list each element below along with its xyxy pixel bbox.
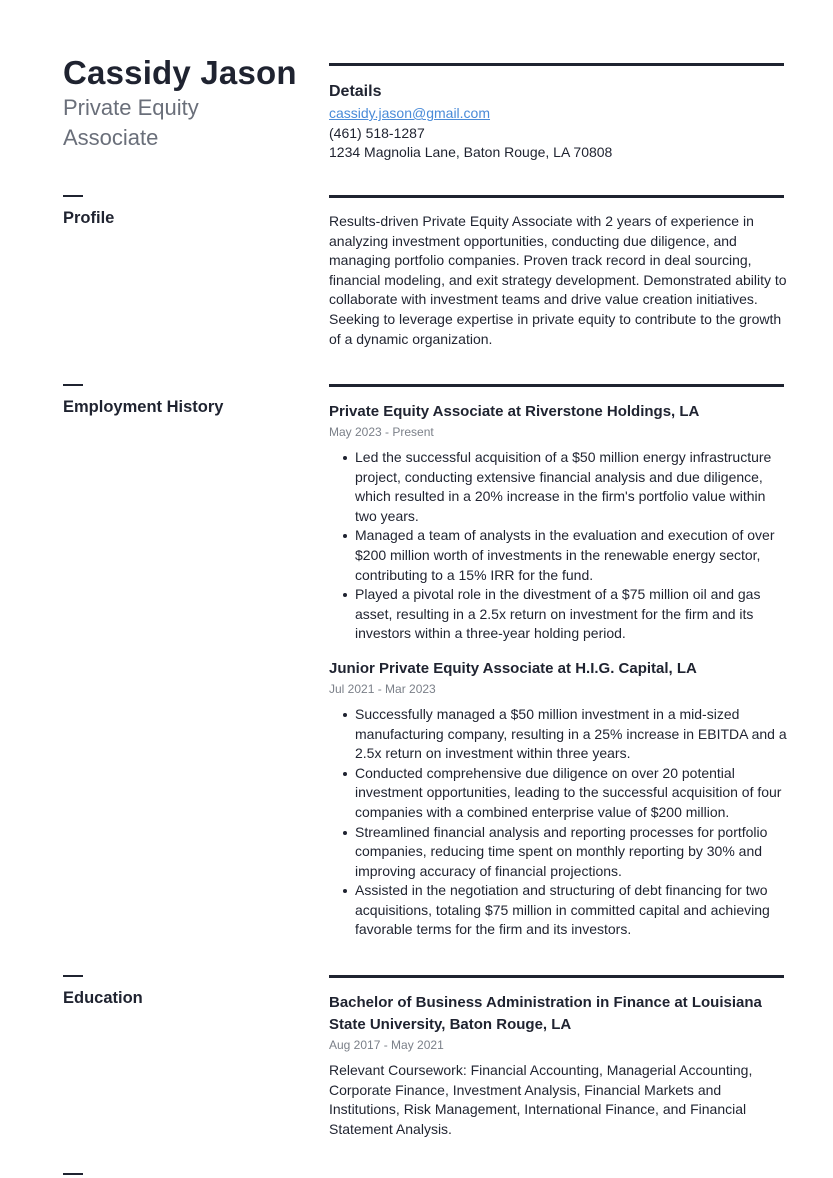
next-section-dash [63, 1173, 83, 1175]
employment-section [329, 401, 789, 940]
education-section [329, 992, 789, 1139]
degree-title: Bachelor of Business Administration in Finance at Louisiana State University, Baton Rouge, LA [329, 994, 762, 1033]
email-link[interactable]: cassidy.jason@gmail.com [329, 105, 491, 121]
employment-dash [63, 384, 83, 386]
details-divider [329, 63, 784, 66]
coursework-text: Relevant Coursework: Financial Accounting, Managerial Accounting, Corporate Finance, Investment Analysis, Financial Markets and Institutions, Risk Management, International Finance, and Financial Statement Analysis. [329, 1062, 753, 1137]
bullet-item: Played a pivotal role in the divestment of a $75 million oil and gas asset, resulting in a 2.5x return on investment for the firm and its investors within a three-year holding period. [355, 585, 789, 644]
bullet-item: Conducted comprehensive due diligence on over 20 potential investment opportunities, leading to the successful acquisition of four companies with a combined enterprise value of $200 million. [355, 764, 789, 823]
profile-heading: Profile [63, 209, 115, 227]
employment-heading: Employment History [63, 398, 224, 416]
job-bullets [329, 705, 789, 940]
profile-text: Results-driven Private Equity Associate with 2 years of experience in analyzing investment opportunities, conducting due diligence, and managing portfolio companies. Proven track record in deal sourcing, financial modeling, and exit strategy development. Demonstrated ability to collaborate with investment teams and drive value creation initiatives. Seeking to leverage expertise in private equity to contribute to the growth of a dynamic organization. [329, 213, 787, 347]
address: 1234 Magnolia Lane, Baton Rouge, LA 70808 [329, 144, 613, 161]
candidate-title: Private Equity Associate [63, 95, 199, 150]
bullet-item: Led the successful acquisition of a $50 million energy infrastructure project, conducting extensive financial analysis and due diligence, which resulted in a 20% increase in the firm's portfolio value within two years. [355, 448, 789, 526]
bullet-item: Streamlined financial analysis and reporting processes for portfolio companies, reducing time spent on monthly reporting by 30% and improving accuracy of financial projections. [355, 823, 789, 882]
education-divider [329, 975, 784, 978]
bullet-item: Assisted in the negotiation and structuring of debt financing for two acquisitions, totaling $75 million in committed capital and achieving favorable terms for the firm and its investors. [355, 881, 789, 940]
details-heading: Details [329, 83, 382, 100]
bullet-item: Successfully managed a $50 million investment in a mid-sized manufacturing company, resulting in a 25% increase in EBITDA and a 2.5x return on investment within three years. [355, 705, 789, 764]
job-dates: May 2023 - Present [329, 425, 434, 439]
job-entry [329, 401, 789, 644]
job-title: Junior Private Equity Associate at H.I.G. Capital, LA [329, 659, 697, 677]
job-dates: Jul 2021 - Mar 2023 [329, 681, 436, 696]
profile-section [329, 212, 787, 349]
profile-divider [329, 195, 784, 198]
education-heading: Education [63, 989, 143, 1007]
employment-divider [329, 384, 784, 387]
candidate-name: Cassidy Jason [63, 54, 297, 91]
job-entry [329, 658, 789, 940]
job-title: Private Equity Associate at Riverstone Holdings, LA [329, 403, 700, 420]
details-section [329, 81, 789, 163]
education-dash [63, 975, 83, 977]
phone-number: (461) 518-1287 [329, 124, 425, 141]
profile-dash [63, 195, 83, 197]
education-dates: Aug 2017 - May 2021 [329, 1038, 444, 1052]
bullet-item: Managed a team of analysts in the evaluation and execution of over $200 million worth of investments in the renewable energy sector, contributing to a 15% IRR for the fund. [355, 526, 789, 585]
job-bullets [329, 448, 789, 644]
